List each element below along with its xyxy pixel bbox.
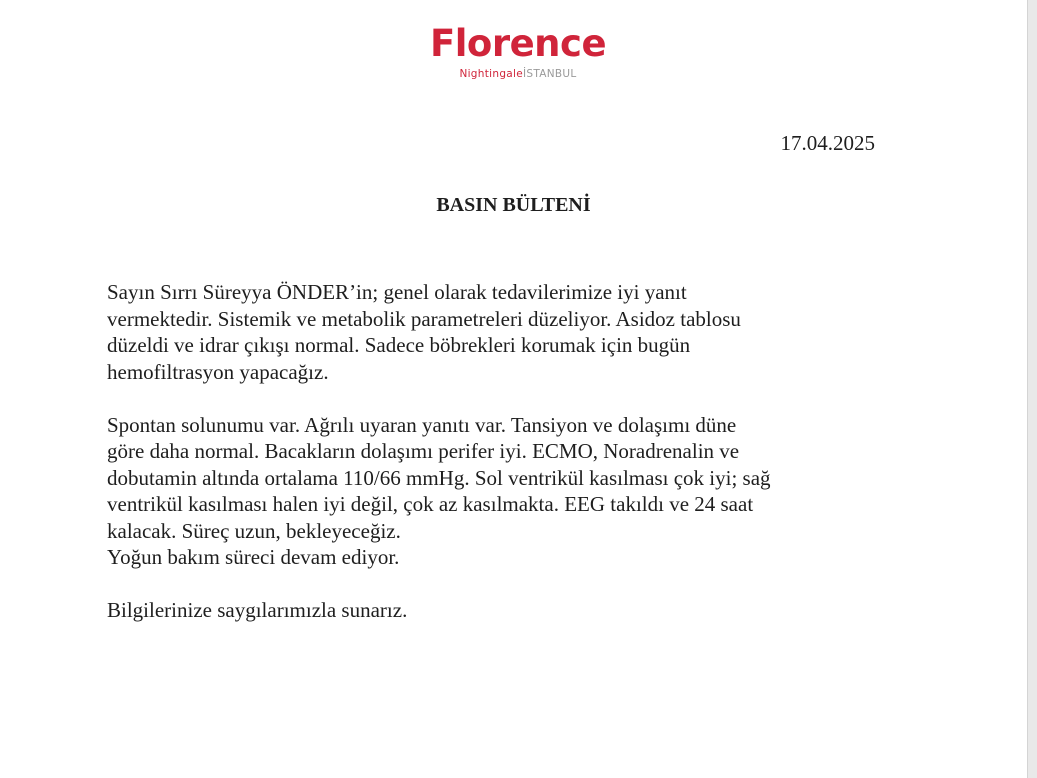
document-date: 17.04.2025 <box>780 131 875 155</box>
paragraph-line: kalacak. Süreç uzun, bekleyeceğiz. <box>107 518 401 543</box>
paragraph-line: vermektedir. Sistemik ve metabolik parametreleri düzeliyor. Asidoz tablosu <box>107 306 741 331</box>
paragraph-1 <box>107 279 937 385</box>
document-title: BASIN BÜLTENİ <box>436 194 591 216</box>
paragraph-line: ventrikül kasılması halen iyi değil, çok az kasılmakta. EEG takıldı ve 24 saat <box>107 492 754 516</box>
paragraph-line: Spontan solunumu var. Ağrılı uyaran yanıtı var. Tansiyon ve dolaşımı düne <box>107 412 737 437</box>
paragraph-3 <box>107 597 937 624</box>
logo-subtitle <box>418 68 618 81</box>
paragraph-line: Yoğun bakım süreci devam ediyor. <box>107 545 400 569</box>
paragraph-2 <box>107 412 937 571</box>
logo-brand-text: Florence <box>429 22 607 65</box>
florence-nightingale-logo <box>418 22 618 92</box>
document-body <box>107 279 937 650</box>
paragraph-line: Sayın Sırrı Süreyya ÖNDER’in; genel olarak tedavilerimize iyi yanıt <box>107 280 687 304</box>
paragraph-line: hemofiltrasyon yapacağız. <box>107 359 329 384</box>
paragraph-line: Bilgilerinize saygılarımızla sunarız. <box>107 598 408 622</box>
logo-sub-secondary: İSTANBUL <box>523 68 577 80</box>
logo-sub-primary: Nightingale <box>459 68 523 80</box>
paragraph-line: göre daha normal. Bacakların dolaşımı perifer iyi. ECMO, Noradrenalin ve <box>107 439 740 463</box>
paragraph-line: dobutamin altında ortalama 110/66 mmHg. Sol ventrikül kasılması çok iyi; sağ <box>107 465 771 490</box>
page-edge-strip <box>1027 0 1037 778</box>
paragraph-line: düzeldi ve idrar çıkışı normal. Sadece böbrekleri korumak için bugün <box>107 333 691 357</box>
